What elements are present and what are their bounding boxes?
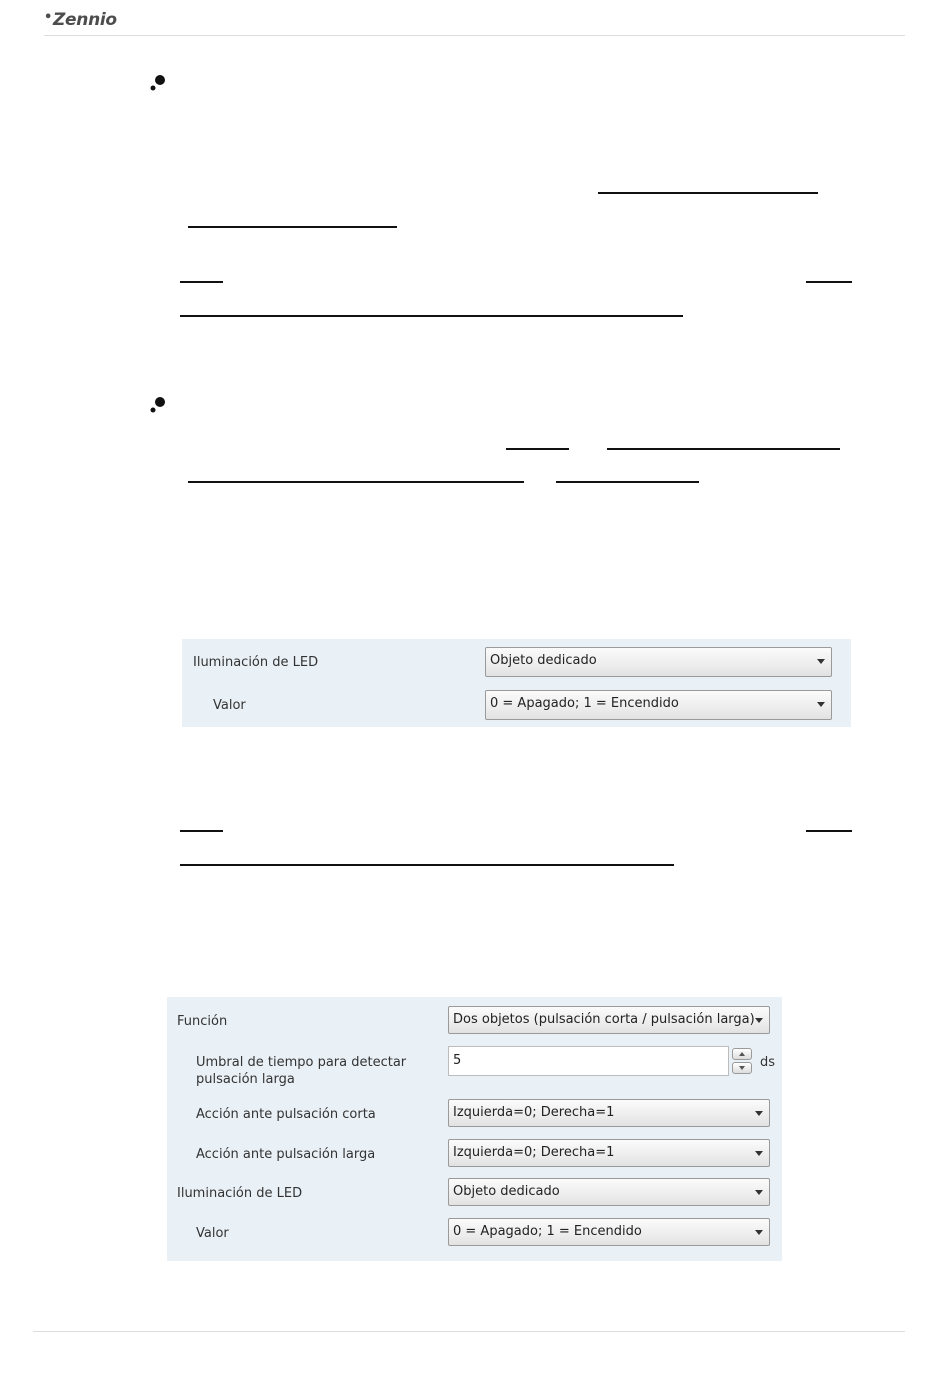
header-logo: •Zennio [44,10,117,30]
underline [598,192,818,194]
led-lighting-select[interactable]: Objeto dedicado [485,647,832,677]
long-press-action-select[interactable]: Izquierda=0; Derecha=1 [448,1139,770,1167]
spin-down-icon [739,1066,745,1070]
spin-up-button[interactable] [732,1048,752,1060]
underline [180,281,223,283]
value-select[interactable]: 0 = Apagado; 1 = Encendido [448,1218,770,1246]
parameter-panel-1 [182,639,851,727]
spin-down-button[interactable] [732,1062,752,1074]
logo-text: Zennio [53,10,117,30]
chevron-down-icon [755,1018,763,1023]
chevron-down-icon [755,1111,763,1116]
header-rule [44,35,905,36]
underline [806,830,852,832]
long-press-threshold-input[interactable]: 5 [448,1046,729,1076]
bullet-dots-icon [148,72,168,92]
parameter-panel-2 [167,997,782,1261]
chevron-down-icon [817,659,825,664]
underline [806,281,852,283]
chevron-down-icon [755,1190,763,1195]
chevron-down-icon [817,702,825,707]
long-press-threshold-label: Umbral de tiempo para detectar pulsación larga [196,1055,407,1087]
value-label: Valor [196,1226,229,1241]
short-press-action-select[interactable]: Izquierda=0; Derecha=1 [448,1099,770,1127]
underline [180,864,674,866]
chevron-down-icon [755,1151,763,1156]
led-lighting-label: Iluminación de LED [177,1186,303,1201]
value-label: Valor [213,698,246,713]
underline [180,830,223,832]
bullet-dots-icon [148,394,168,414]
footer-rule [33,1331,905,1332]
spin-up-icon [739,1052,745,1056]
underline [180,315,683,317]
chevron-down-icon [755,1230,763,1235]
underline [556,481,699,483]
function-label: Función [177,1014,228,1029]
function-select[interactable]: Dos objetos (pulsación corta / pulsación larga) [448,1006,770,1034]
short-press-action-label: Acción ante pulsación corta [196,1107,376,1122]
unit-label: ds [760,1055,776,1070]
long-press-action-label: Acción ante pulsación larga [196,1147,376,1162]
value-select[interactable]: 0 = Apagado; 1 = Encendido [485,690,832,720]
underline [188,481,524,483]
underline [188,226,397,228]
underline [607,448,840,450]
led-lighting-label: Iluminación de LED [193,655,319,670]
underline [506,448,569,450]
led-lighting-select[interactable]: Objeto dedicado [448,1178,770,1206]
